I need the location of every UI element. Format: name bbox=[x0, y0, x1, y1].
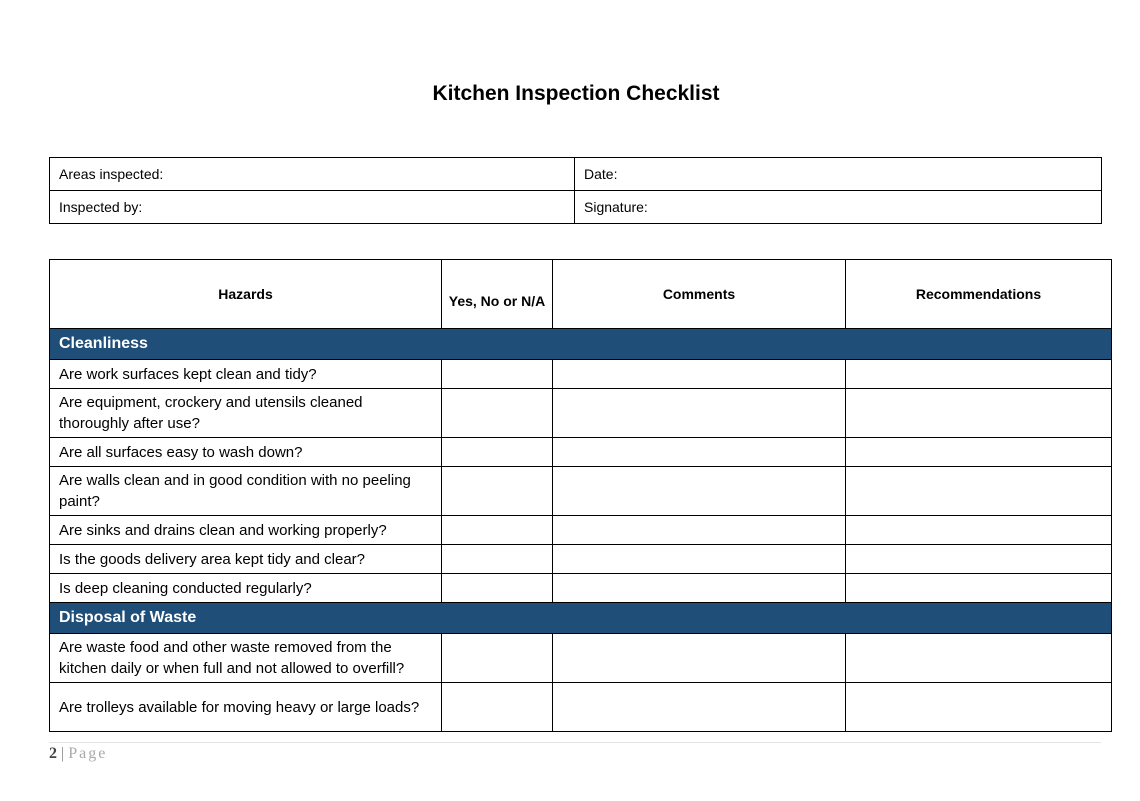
header-yes-no-na: Yes, No or N/A bbox=[442, 260, 553, 329]
table-row bbox=[50, 574, 1112, 603]
table-row bbox=[50, 467, 1112, 516]
areas-inspected-field[interactable]: Areas inspected: bbox=[50, 158, 575, 191]
hazard-question: Are waste food and other waste removed from the kitchen daily or when full and not allowed to overfill? bbox=[50, 634, 442, 683]
section-cleanliness: Cleanliness bbox=[50, 329, 1112, 360]
yes-no-cell[interactable] bbox=[442, 360, 553, 389]
table-row bbox=[50, 545, 1112, 574]
recommendations-cell[interactable] bbox=[846, 516, 1112, 545]
recommendations-cell[interactable] bbox=[846, 438, 1112, 467]
recommendations-cell[interactable] bbox=[846, 389, 1112, 438]
table-row bbox=[50, 438, 1112, 467]
table-row bbox=[50, 516, 1112, 545]
recommendations-cell[interactable] bbox=[846, 574, 1112, 603]
comments-cell[interactable] bbox=[553, 438, 846, 467]
date-field[interactable]: Date: bbox=[575, 158, 1102, 191]
yes-no-cell[interactable] bbox=[442, 467, 553, 516]
yes-no-cell[interactable] bbox=[442, 516, 553, 545]
page-label: Page bbox=[68, 745, 108, 762]
yes-no-cell[interactable] bbox=[442, 683, 553, 732]
header-recommendations: Recommendations bbox=[846, 260, 1112, 329]
yes-no-cell[interactable] bbox=[442, 389, 553, 438]
comments-cell[interactable] bbox=[553, 574, 846, 603]
comments-cell[interactable] bbox=[553, 545, 846, 574]
table-row bbox=[50, 360, 1112, 389]
checklist-table bbox=[49, 259, 1112, 732]
table-row bbox=[50, 389, 1112, 438]
hazard-question: Are work surfaces kept clean and tidy? bbox=[50, 360, 442, 389]
yes-no-cell[interactable] bbox=[442, 438, 553, 467]
inspection-info-table bbox=[49, 157, 1102, 224]
header-hazards: Hazards bbox=[50, 260, 442, 329]
hazard-question: Is deep cleaning conducted regularly? bbox=[50, 574, 442, 603]
inspected-by-field[interactable]: Inspected by: bbox=[50, 191, 575, 224]
page-number: 2 bbox=[49, 745, 57, 762]
comments-cell[interactable] bbox=[553, 360, 846, 389]
recommendations-cell[interactable] bbox=[846, 545, 1112, 574]
hazard-question: Are equipment, crockery and utensils cleaned thoroughly after use? bbox=[50, 389, 442, 438]
comments-cell[interactable] bbox=[553, 516, 846, 545]
table-row bbox=[50, 634, 1112, 683]
page-title: Kitchen Inspection Checklist bbox=[432, 82, 720, 105]
hazard-question: Is the goods delivery area kept tidy and clear? bbox=[50, 545, 442, 574]
hazard-question: Are walls clean and in good condition with no peeling paint? bbox=[50, 467, 442, 516]
recommendations-cell[interactable] bbox=[846, 360, 1112, 389]
page-footer bbox=[49, 742, 1101, 763]
header-comments: Comments bbox=[553, 260, 846, 329]
yes-no-cell[interactable] bbox=[442, 634, 553, 683]
yes-no-cell[interactable] bbox=[442, 545, 553, 574]
comments-cell[interactable] bbox=[553, 683, 846, 732]
footer-separator: | bbox=[61, 745, 65, 762]
signature-field[interactable]: Signature: bbox=[575, 191, 1102, 224]
recommendations-cell[interactable] bbox=[846, 634, 1112, 683]
hazard-question: Are trolleys available for moving heavy or large loads? bbox=[50, 683, 442, 732]
section-disposal-of-waste: Disposal of Waste bbox=[50, 603, 1112, 634]
recommendations-cell[interactable] bbox=[846, 683, 1112, 732]
comments-cell[interactable] bbox=[553, 634, 846, 683]
comments-cell[interactable] bbox=[553, 389, 846, 438]
table-row bbox=[50, 683, 1112, 732]
recommendations-cell[interactable] bbox=[846, 467, 1112, 516]
hazard-question: Are all surfaces easy to wash down? bbox=[50, 438, 442, 467]
hazard-question: Are sinks and drains clean and working properly? bbox=[50, 516, 442, 545]
comments-cell[interactable] bbox=[553, 467, 846, 516]
yes-no-cell[interactable] bbox=[442, 574, 553, 603]
